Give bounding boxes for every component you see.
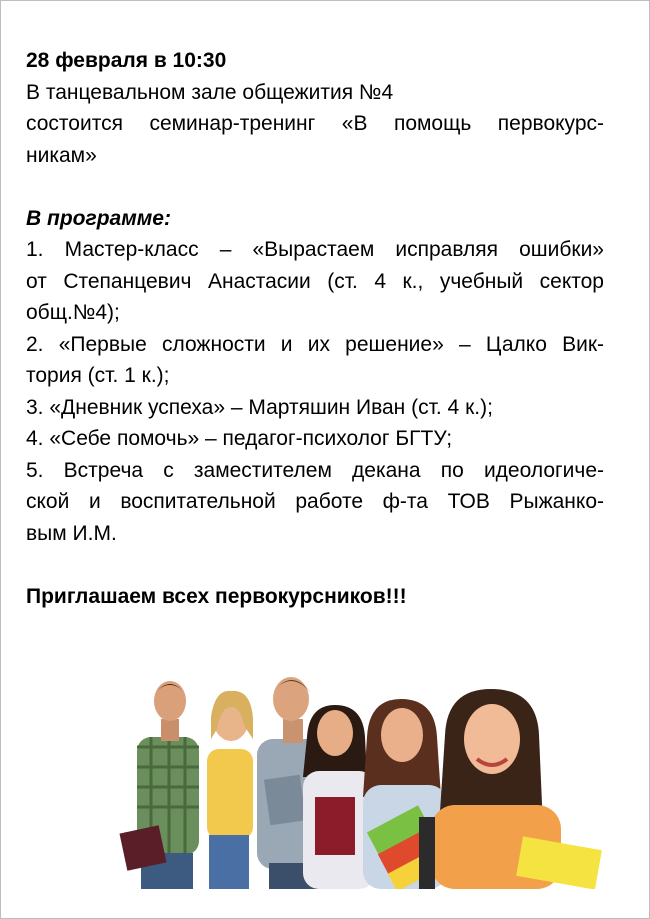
announcement-text [26, 45, 604, 612]
program-line: ской и воспитательной работе ф-та ТОВ Рыжанко- [26, 490, 604, 513]
student-figure [207, 691, 253, 889]
students-group-photo [119, 667, 609, 889]
program-heading: В программе: [26, 206, 171, 230]
intro-line: состоится семинар-тренинг «В помощь первокурс- [26, 112, 604, 135]
program-line: 2. «Первые сложности и их решение» – Цалко Вик- [26, 332, 604, 356]
program-line: 5. Встреча с заместителем декана по идеологиче- [26, 458, 604, 482]
event-date: 28 февраля в 10:30 [26, 49, 227, 72]
closing-invitation: Приглашаем всех первокурсников!!! [26, 584, 407, 608]
program-line: 1. Мастер-класс – «Вырастаем исправляя ошибки» [26, 238, 604, 261]
intro-line: никам» [26, 143, 97, 167]
program-line: от Степанцевич Анастасии (ст. 4 к., учебный сектор [26, 269, 604, 293]
program-line: 4. «Себе помочь» – педагог-психолог БГТУ; [26, 427, 453, 450]
spacer [26, 171, 604, 203]
intro-line: В танцевальном зале общежития №4 [26, 80, 394, 104]
program-line: тория (ст. 1 к.); [26, 364, 170, 387]
spacer [26, 549, 604, 581]
program-line: 3. «Дневник успеха» – Мартяшин Иван (ст. 4 к.); [26, 395, 493, 419]
program-line: вым И.М. [26, 521, 117, 545]
student-figure [419, 689, 602, 889]
program-line: общ.№4); [26, 301, 120, 324]
student-figure [119, 681, 199, 889]
